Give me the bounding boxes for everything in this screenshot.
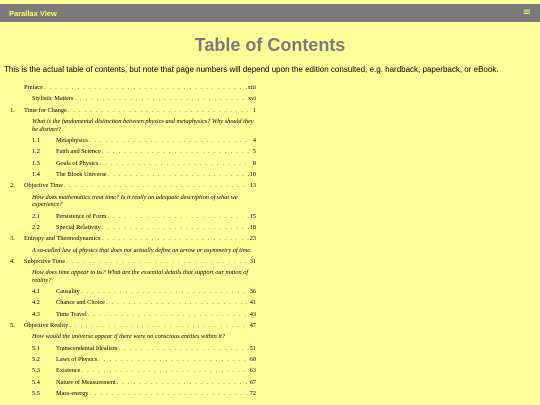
- chapter-description: A so-called law of physics that does not actually define an arrow or asymmetry of time.: [32, 246, 252, 254]
- page-number: 41: [249, 299, 256, 307]
- chapter-entry[interactable]: [0, 182, 540, 193]
- dot-leader: [68, 108, 249, 114]
- entry-number: 1.4: [32, 171, 40, 179]
- section-entry[interactable]: [0, 160, 540, 171]
- dot-leader: [119, 346, 249, 352]
- page-number: 8: [252, 159, 256, 167]
- top-navigation-bar: [0, 4, 540, 22]
- entry-number: 5.3: [32, 367, 40, 375]
- page-number: 4: [252, 136, 256, 144]
- dot-leader: [64, 183, 249, 189]
- dot-leader: [88, 312, 249, 318]
- entry-number: 4.2: [32, 299, 40, 307]
- page-number: 60: [249, 355, 256, 363]
- entry-title: Metaphysics: [56, 136, 88, 144]
- section-entry[interactable]: [0, 148, 540, 159]
- entry-number: 1.2: [32, 148, 40, 156]
- intro-text: This is the actual table of contents, but note that page numbers will depend upon the edition consulted, e.g. hardback, paperback, or eBook.: [4, 65, 499, 74]
- page-number: 10: [249, 171, 256, 179]
- page-number: 31: [249, 257, 256, 265]
- entry-title: Persistence of Form: [56, 212, 107, 220]
- page-number: 18: [249, 223, 256, 231]
- entry-title: Subjective Time: [24, 257, 66, 265]
- table-of-contents: [0, 84, 540, 401]
- entry-title: Time Travel: [56, 310, 87, 318]
- page-number: 72: [249, 390, 256, 398]
- entry-title: Causality: [56, 287, 80, 295]
- section-entry[interactable]: [0, 356, 540, 367]
- dot-leader: [89, 138, 249, 144]
- section-entry[interactable]: [0, 137, 540, 148]
- dot-leader: [101, 236, 248, 242]
- chapter-entry[interactable]: [0, 322, 540, 333]
- entry-number: 1.1: [32, 136, 40, 144]
- entry-number: 5.1: [32, 344, 40, 352]
- entry-number: 4.3: [32, 310, 40, 318]
- dot-leader: [108, 172, 249, 178]
- chapter-description: How does time appear to us? What are the essential details that support our notion of reality?: [32, 269, 249, 284]
- dot-leader: [44, 85, 247, 91]
- entry-number: 2.2: [32, 223, 40, 231]
- page-number: 63: [249, 367, 256, 375]
- entry-title: Objective Reality: [24, 322, 69, 330]
- dot-leader: [69, 323, 248, 329]
- page-number: 47: [249, 322, 256, 330]
- page-number: 1: [252, 106, 256, 114]
- entry-title: Special Relativity: [56, 223, 101, 231]
- section-entry[interactable]: [0, 288, 540, 299]
- page-number: xiii: [247, 84, 256, 91]
- dot-leader: [102, 225, 249, 231]
- entry-number: 5.: [10, 322, 15, 330]
- entry-title: Goals of Physics: [56, 159, 99, 167]
- entry-title: The Block Universe: [56, 171, 107, 179]
- front-matter-entry[interactable]: [0, 95, 540, 106]
- entry-title: Laws of Physics: [56, 355, 98, 363]
- dot-leader: [66, 259, 249, 265]
- page-number: 5: [252, 148, 256, 156]
- page-number: 51: [249, 344, 256, 352]
- section-entry[interactable]: [0, 345, 540, 356]
- site-brand-link[interactable]: Parallax View: [9, 8, 57, 18]
- entry-title: Chance and Choice: [56, 299, 105, 307]
- entry-title: Existence: [56, 367, 81, 375]
- entry-title: Objective Time: [24, 182, 64, 190]
- dot-leader: [81, 289, 249, 295]
- section-entry[interactable]: [0, 213, 540, 224]
- entry-number: 1.3: [32, 159, 40, 167]
- entry-number: 1.: [10, 106, 15, 114]
- section-entry[interactable]: [0, 367, 540, 378]
- entry-title: Stylistic Matters: [32, 95, 74, 103]
- entry-title: Time for Change: [24, 106, 67, 114]
- section-entry[interactable]: [0, 390, 540, 401]
- entry-number: 3.: [10, 235, 15, 243]
- chapter-entry[interactable]: [0, 235, 540, 246]
- page-number: 23: [249, 235, 256, 243]
- entry-number: 2.: [10, 182, 15, 190]
- hamburger-icon[interactable]: ≡: [522, 7, 531, 18]
- dot-leader: [74, 96, 247, 102]
- dot-leader: [102, 149, 249, 155]
- chapter-entry[interactable]: [0, 107, 540, 118]
- entry-number: 5.5: [32, 390, 40, 398]
- chapter-entry[interactable]: [0, 258, 540, 269]
- dot-leader: [107, 214, 248, 220]
- entry-title: Entropy and Thermodynamics: [24, 235, 101, 243]
- entry-title: Faith and Science: [56, 148, 101, 156]
- section-entry[interactable]: [0, 224, 540, 235]
- entry-title: Transcendental Idealism: [56, 344, 118, 352]
- dot-leader: [81, 368, 248, 374]
- dot-leader: [98, 357, 248, 363]
- front-matter-entry[interactable]: [0, 84, 540, 95]
- section-entry[interactable]: [0, 171, 540, 182]
- chapter-description: How would the universe appear if there were no conscious entities within it?: [32, 333, 225, 341]
- section-entry[interactable]: [0, 299, 540, 310]
- page-number: 43: [249, 310, 256, 318]
- entry-number: 4.1: [32, 287, 40, 295]
- entry-number: 5.2: [32, 355, 40, 363]
- entry-title: Mass-energy: [56, 390, 89, 398]
- dot-leader: [99, 161, 249, 167]
- entry-number: 4.: [10, 257, 15, 265]
- section-entry[interactable]: [0, 379, 540, 390]
- dot-leader: [117, 380, 249, 386]
- chapter-description: What is the fundamental distinction between physics and metaphysics? Why should they be distinct?: [32, 118, 254, 133]
- page-title: Table of Contents: [194, 35, 346, 55]
- entry-number: 2.1: [32, 212, 40, 220]
- page-number: xvi: [247, 95, 256, 103]
- page-number: 15: [249, 212, 256, 220]
- page-number: 67: [249, 378, 256, 386]
- page-number: 36: [249, 287, 256, 295]
- page-number: 13: [249, 182, 256, 190]
- dot-leader: [89, 391, 248, 397]
- entry-number: 5.4: [32, 378, 40, 386]
- entry-title: Nature of Measurement: [56, 378, 116, 386]
- dot-leader: [106, 300, 249, 306]
- entry-title: Preface: [24, 84, 43, 91]
- chapter-description: How does mathematics treat time? Is it really an adequate description of what we experience?: [32, 193, 238, 209]
- section-entry[interactable]: [0, 311, 540, 322]
